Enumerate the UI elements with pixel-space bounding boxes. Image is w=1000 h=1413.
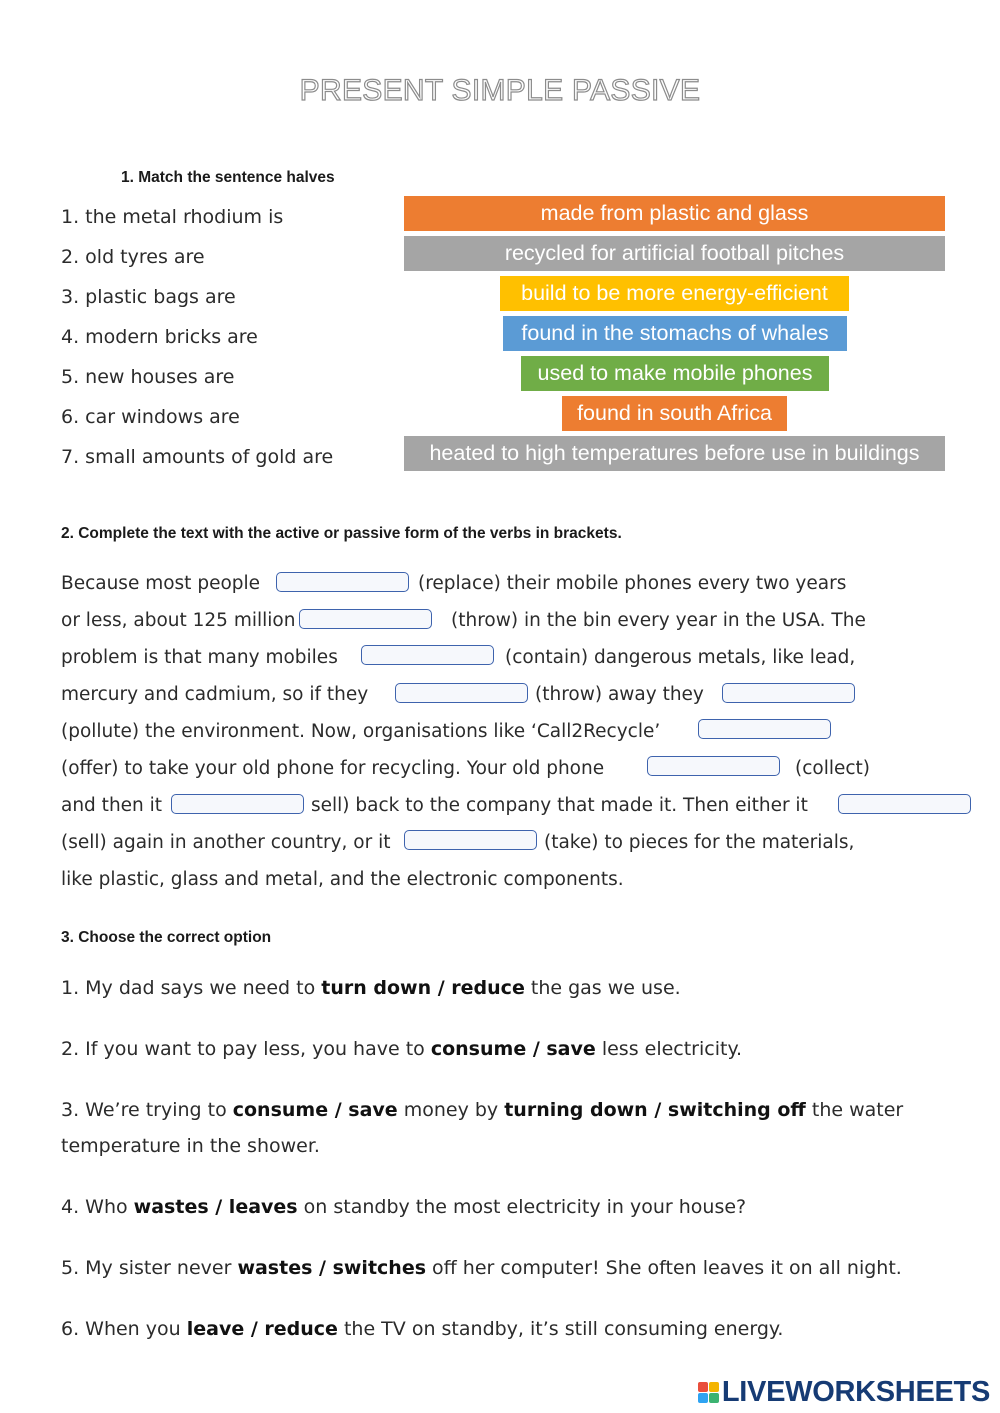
answer-tile-7[interactable]: heated to high temperatures before use in buildings xyxy=(404,436,945,471)
question-3 xyxy=(61,1099,903,1121)
section3-heading: 3. Choose the correct option xyxy=(61,929,272,946)
answer-tile-5[interactable]: used to make mobile phones xyxy=(521,356,829,391)
paragraph-line-9 xyxy=(61,869,624,890)
logo-mark-cell xyxy=(698,1393,708,1403)
option-choice[interactable]: turn down / reduce xyxy=(321,977,525,999)
paragraph-line-5 xyxy=(61,721,660,742)
question-text: 2. If you want to pay less, you have to xyxy=(61,1038,431,1060)
question-6 xyxy=(61,1318,783,1340)
paragraph-line-4b xyxy=(535,684,704,705)
text-segment: sell) back to the company that made it. Then either it xyxy=(311,795,808,816)
stem-1: 1. the metal rhodium is xyxy=(61,206,284,228)
section2-heading: 2. Complete the text with the active or passive form of the verbs in brackets. xyxy=(61,525,622,542)
liveworksheets-logo xyxy=(698,1376,990,1409)
text-segment: mercury and cadmium, so if they xyxy=(61,684,369,705)
text-segment: (replace) their mobile phones every two years xyxy=(418,573,847,594)
text-segment: (offer) to take your old phone for recycling. Your old phone xyxy=(61,758,605,779)
paragraph-line-8b xyxy=(544,832,854,853)
text-segment: (collect) xyxy=(795,758,871,779)
blank-input-5[interactable] xyxy=(722,683,855,703)
logo-mark-icon xyxy=(698,1382,719,1403)
blank-input-8[interactable] xyxy=(171,794,304,814)
question-text: the water xyxy=(805,1099,904,1121)
text-segment: (contain) dangerous metals, like lead, xyxy=(505,647,856,668)
page-title: PRESENT SIMPLE PASSIVE xyxy=(299,74,701,107)
paragraph-line-8 xyxy=(61,832,390,853)
question-text: money by xyxy=(397,1099,505,1121)
option-choice[interactable]: consume / save xyxy=(232,1099,398,1121)
paragraph-line-6 xyxy=(61,758,604,779)
option-choice[interactable]: wastes / switches xyxy=(237,1257,427,1279)
paragraph-line-7b xyxy=(311,795,808,816)
blank-input-1[interactable] xyxy=(276,572,409,592)
paragraph-line-2 xyxy=(61,610,295,631)
question-text: 5. My sister never xyxy=(61,1257,238,1279)
stem-4: 4. modern bricks are xyxy=(61,326,258,348)
text-segment: (sell) again in another country, or it xyxy=(61,832,391,853)
option-choice[interactable]: wastes / leaves xyxy=(133,1196,298,1218)
stem-5: 5. new houses are xyxy=(61,366,235,388)
question-1 xyxy=(61,977,681,999)
stem-6: 6. car windows are xyxy=(61,406,240,428)
answer-tile-6[interactable]: found in south Africa xyxy=(562,396,787,431)
answer-tile-4[interactable]: found in the stomachs of whales xyxy=(503,316,847,351)
paragraph-line-3 xyxy=(61,647,338,668)
paragraph-line-6b xyxy=(795,758,870,779)
text-segment: (throw) away they xyxy=(535,684,704,705)
stem-7: 7. small amounts of gold are xyxy=(61,446,334,468)
question-3-continued xyxy=(61,1135,320,1157)
question-text: 4. Who xyxy=(61,1196,134,1218)
logo-mark-cell xyxy=(709,1382,719,1392)
question-text: 3. We’re trying to xyxy=(61,1099,233,1121)
question-text: the TV on standby, it’s still consuming energy. xyxy=(337,1318,784,1340)
paragraph-line-4 xyxy=(61,684,368,705)
option-choice[interactable]: consume / save xyxy=(430,1038,596,1060)
blank-input-2[interactable] xyxy=(299,609,432,629)
blank-input-3[interactable] xyxy=(361,645,494,665)
section1-heading: 1. Match the sentence halves xyxy=(121,169,335,186)
paragraph-line-1 xyxy=(61,573,260,594)
text-segment: and then it xyxy=(61,795,163,816)
blank-input-7[interactable] xyxy=(647,756,780,776)
text-segment: like plastic, glass and metal, and the electronic components. xyxy=(61,869,624,890)
answer-tile-3[interactable]: build to be more energy-efficient xyxy=(500,276,849,311)
question-text: the gas we use. xyxy=(524,977,681,999)
paragraph-line-1b xyxy=(418,573,846,594)
logo-text: LIVEWORKSHEETS xyxy=(721,1376,990,1408)
text-segment: or less, about 125 million xyxy=(61,610,296,631)
question-text: off her computer! She often leaves it on all night. xyxy=(426,1257,902,1279)
answer-tile-1[interactable]: made from plastic and glass xyxy=(404,196,945,231)
paragraph-line-2b xyxy=(451,610,866,631)
question-5 xyxy=(61,1257,902,1279)
text-segment: (take) to pieces for the materials, xyxy=(544,832,855,853)
blank-input-4[interactable] xyxy=(395,683,528,703)
paragraph-line-3b xyxy=(505,647,855,668)
answer-tile-2[interactable]: recycled for artificial football pitches xyxy=(404,236,945,271)
paragraph-line-7 xyxy=(61,795,162,816)
option-choice[interactable]: leave / reduce xyxy=(186,1318,338,1340)
text-segment: problem is that many mobiles xyxy=(61,647,338,668)
stem-3: 3. plastic bags are xyxy=(61,286,236,308)
logo-mark-cell xyxy=(698,1382,708,1392)
text-segment: (pollute) the environment. Now, organisations like ‘Call2Recycle’ xyxy=(61,721,661,742)
question-text: 1. My dad says we need to xyxy=(61,977,322,999)
question-text: 6. When you xyxy=(61,1318,187,1340)
text-segment: (throw) in the bin every year in the USA. The xyxy=(451,610,866,631)
blank-input-10[interactable] xyxy=(404,830,537,850)
blank-input-6[interactable] xyxy=(698,719,831,739)
question-text: less electricity. xyxy=(595,1038,743,1060)
logo-mark-cell xyxy=(709,1393,719,1403)
question-text: temperature in the shower. xyxy=(61,1135,320,1157)
stem-2: 2. old tyres are xyxy=(61,246,205,268)
blank-input-9[interactable] xyxy=(838,794,971,814)
question-2 xyxy=(61,1038,742,1060)
question-4 xyxy=(61,1196,746,1218)
text-segment: Because most people xyxy=(61,573,261,594)
option-choice[interactable]: turning down / switching off xyxy=(504,1099,806,1121)
question-text: on standby the most electricity in your house? xyxy=(297,1196,747,1218)
